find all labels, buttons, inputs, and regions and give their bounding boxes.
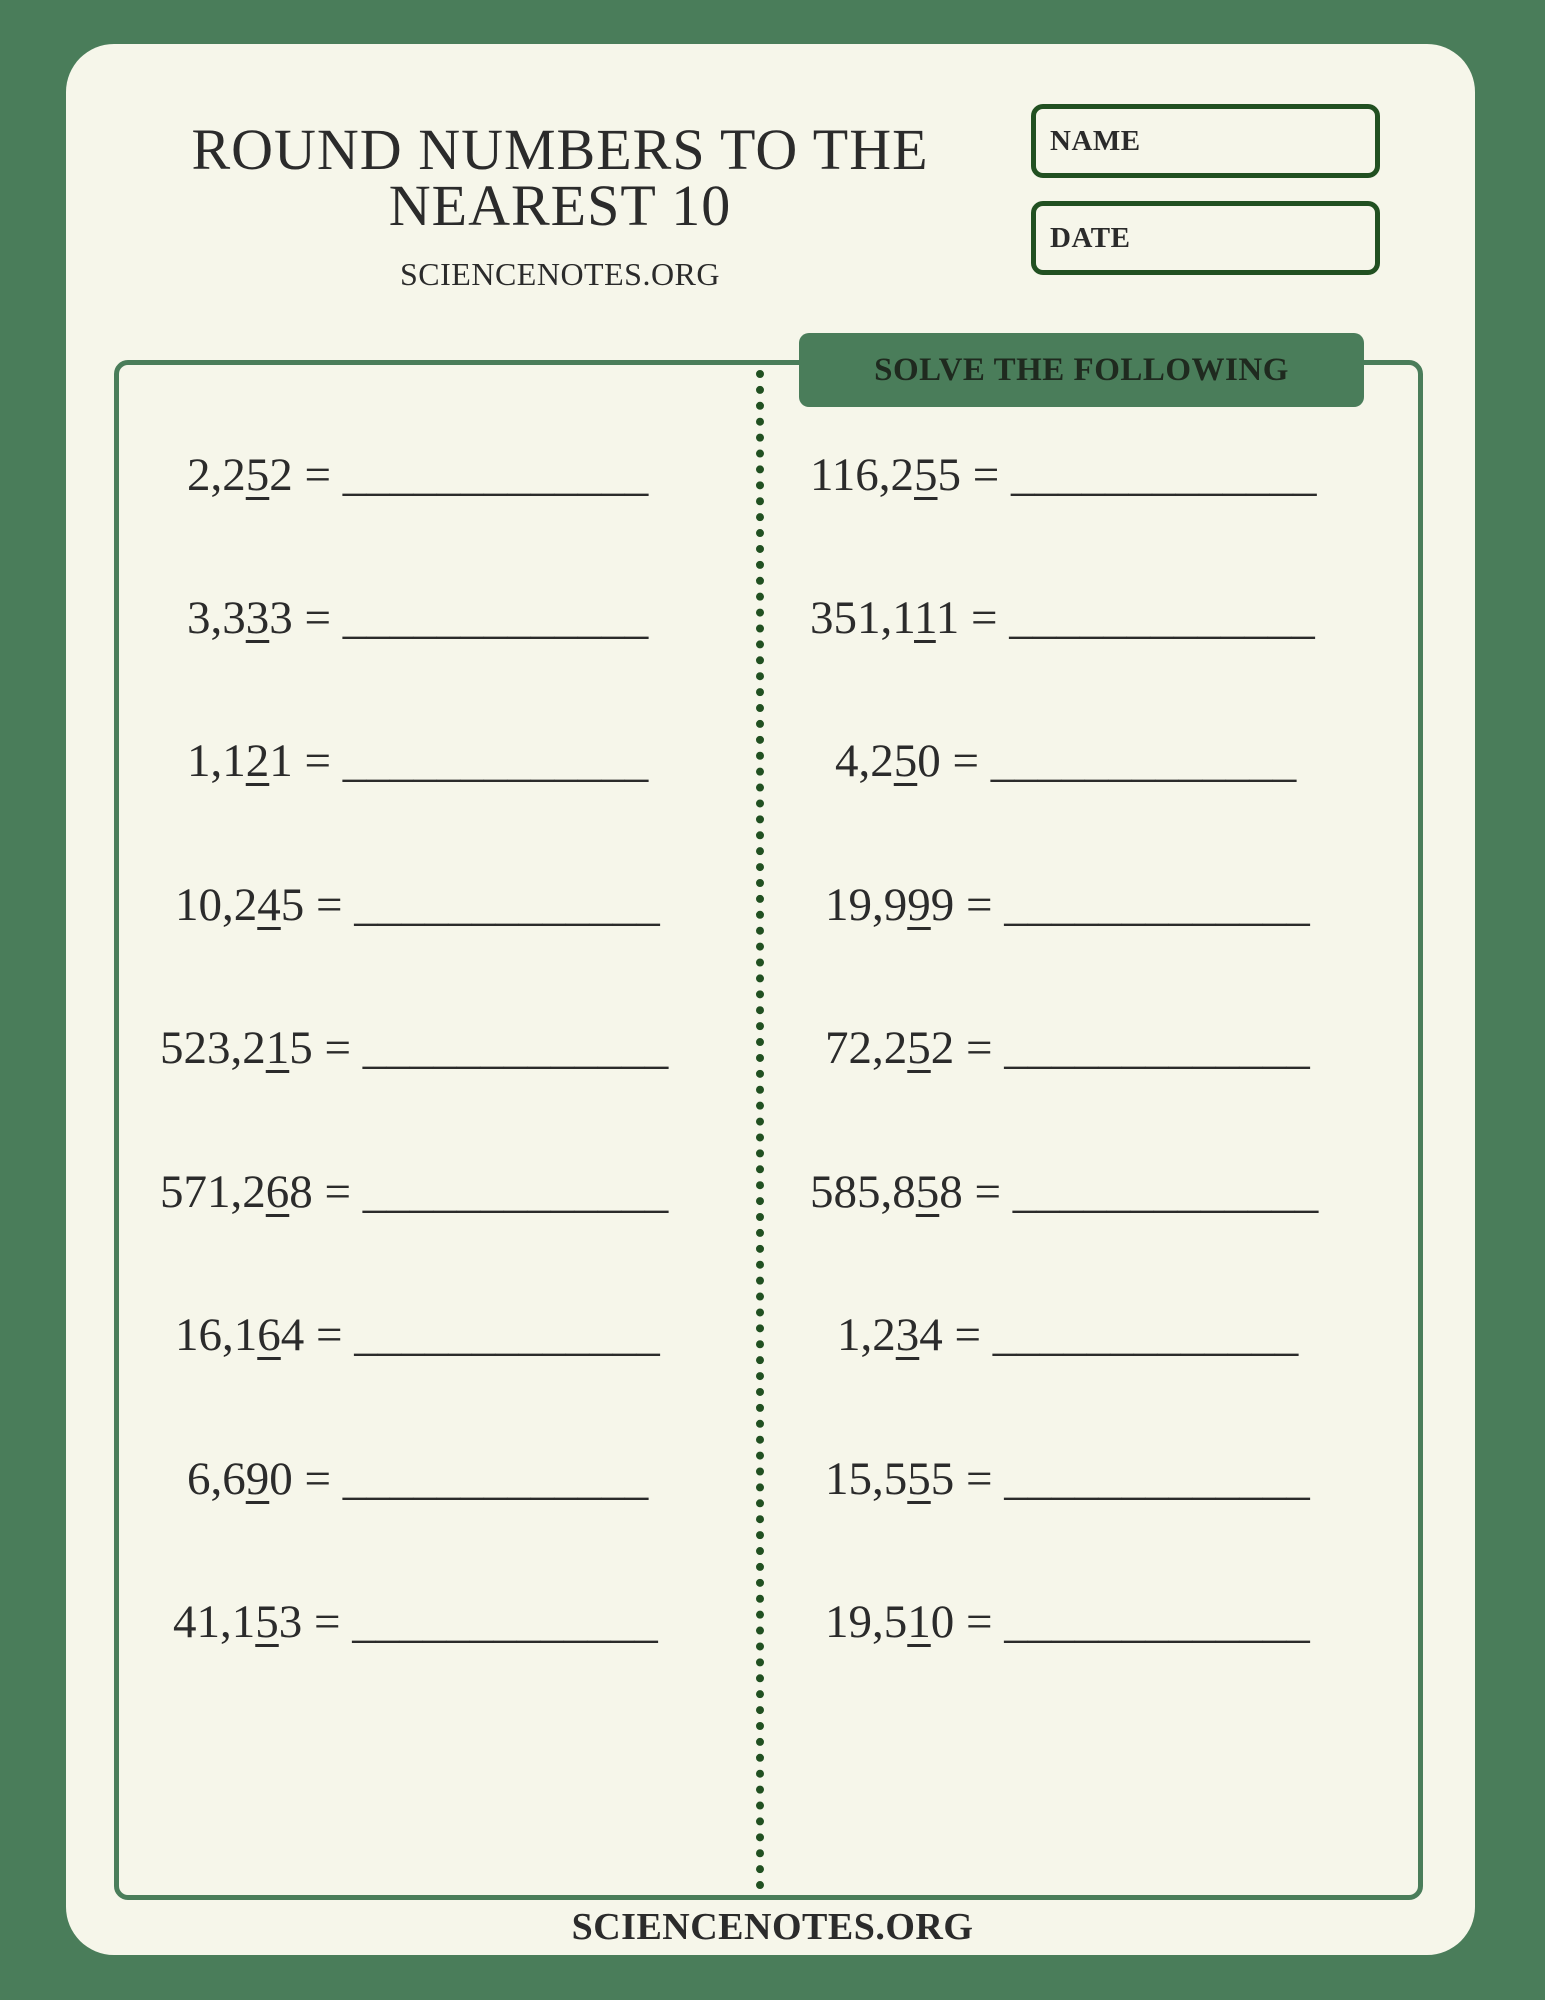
problem-right-5: 72,252 = _____________ [825, 1022, 1310, 1074]
title-line-1: ROUND NUMBERS TO THE [191, 117, 929, 182]
solve-banner: SOLVE THE FOLLOWING [799, 333, 1364, 407]
problem-right-3: 4,250 = _____________ [835, 735, 1297, 787]
problem-left-4: 10,245 = _____________ [175, 879, 660, 931]
answer-blank[interactable]: = _____________ [324, 1022, 669, 1074]
problem-left-3: 1,121 = _____________ [187, 735, 649, 787]
problem-right-7: 1,234 = _____________ [837, 1309, 1299, 1361]
answer-blank[interactable]: = _____________ [304, 1453, 649, 1505]
answer-blank[interactable]: = _____________ [971, 592, 1315, 644]
answer-blank[interactable]: = _____________ [324, 1166, 669, 1218]
problem-left-6: 571,268 = _____________ [160, 1166, 669, 1218]
problem-left-7: 16,164 = _____________ [175, 1309, 660, 1361]
answer-blank[interactable]: = _____________ [316, 1309, 660, 1361]
answer-blank[interactable]: = _____________ [966, 1022, 1310, 1074]
problem-right-6: 585,858 = _____________ [810, 1166, 1319, 1218]
answer-blank[interactable]: = _____________ [954, 1309, 1299, 1361]
footer-site: SCIENCENOTES.ORG [571, 1906, 974, 1948]
problem-left-8: 6,690 = _____________ [187, 1453, 649, 1505]
column-divider [756, 370, 764, 1890]
name-field[interactable] [1031, 104, 1380, 178]
problem-right-4: 19,999 = _____________ [825, 879, 1310, 931]
answer-blank[interactable]: = _____________ [974, 1166, 1319, 1218]
problem-left-1: 2,252 = _____________ [187, 449, 649, 501]
site-subtitle: SCIENCENOTES.ORG [399, 256, 720, 292]
problem-left-9: 41,153 = _____________ [173, 1596, 658, 1648]
problem-right-2: 351,111 = _____________ [810, 592, 1315, 644]
answer-blank[interactable]: = _____________ [304, 735, 649, 787]
page-title [130, 117, 990, 238]
answer-blank[interactable]: = _____________ [966, 879, 1310, 931]
answer-blank[interactable]: = _____________ [966, 1596, 1310, 1648]
title-line-2: NEAREST 10 [388, 173, 732, 238]
problem-right-9: 19,510 = _____________ [825, 1596, 1310, 1648]
answer-blank[interactable]: = _____________ [304, 449, 649, 501]
answer-blank[interactable]: = _____________ [966, 1453, 1310, 1505]
problem-left-5: 523,215 = _____________ [160, 1022, 669, 1074]
problem-right-1: 116,255 = _____________ [810, 449, 1317, 501]
problem-left-2: 3,333 = _____________ [187, 592, 649, 644]
problem-right-8: 15,555 = _____________ [825, 1453, 1310, 1505]
answer-blank[interactable]: = _____________ [314, 1596, 658, 1648]
answer-blank[interactable]: = _____________ [304, 592, 649, 644]
answer-blank[interactable]: = _____________ [316, 879, 660, 931]
answer-blank[interactable]: = _____________ [952, 735, 1297, 787]
name-label: NAME [1050, 125, 1141, 157]
date-field[interactable] [1031, 201, 1380, 275]
date-label: DATE [1050, 222, 1131, 254]
answer-blank[interactable]: = _____________ [972, 449, 1317, 501]
